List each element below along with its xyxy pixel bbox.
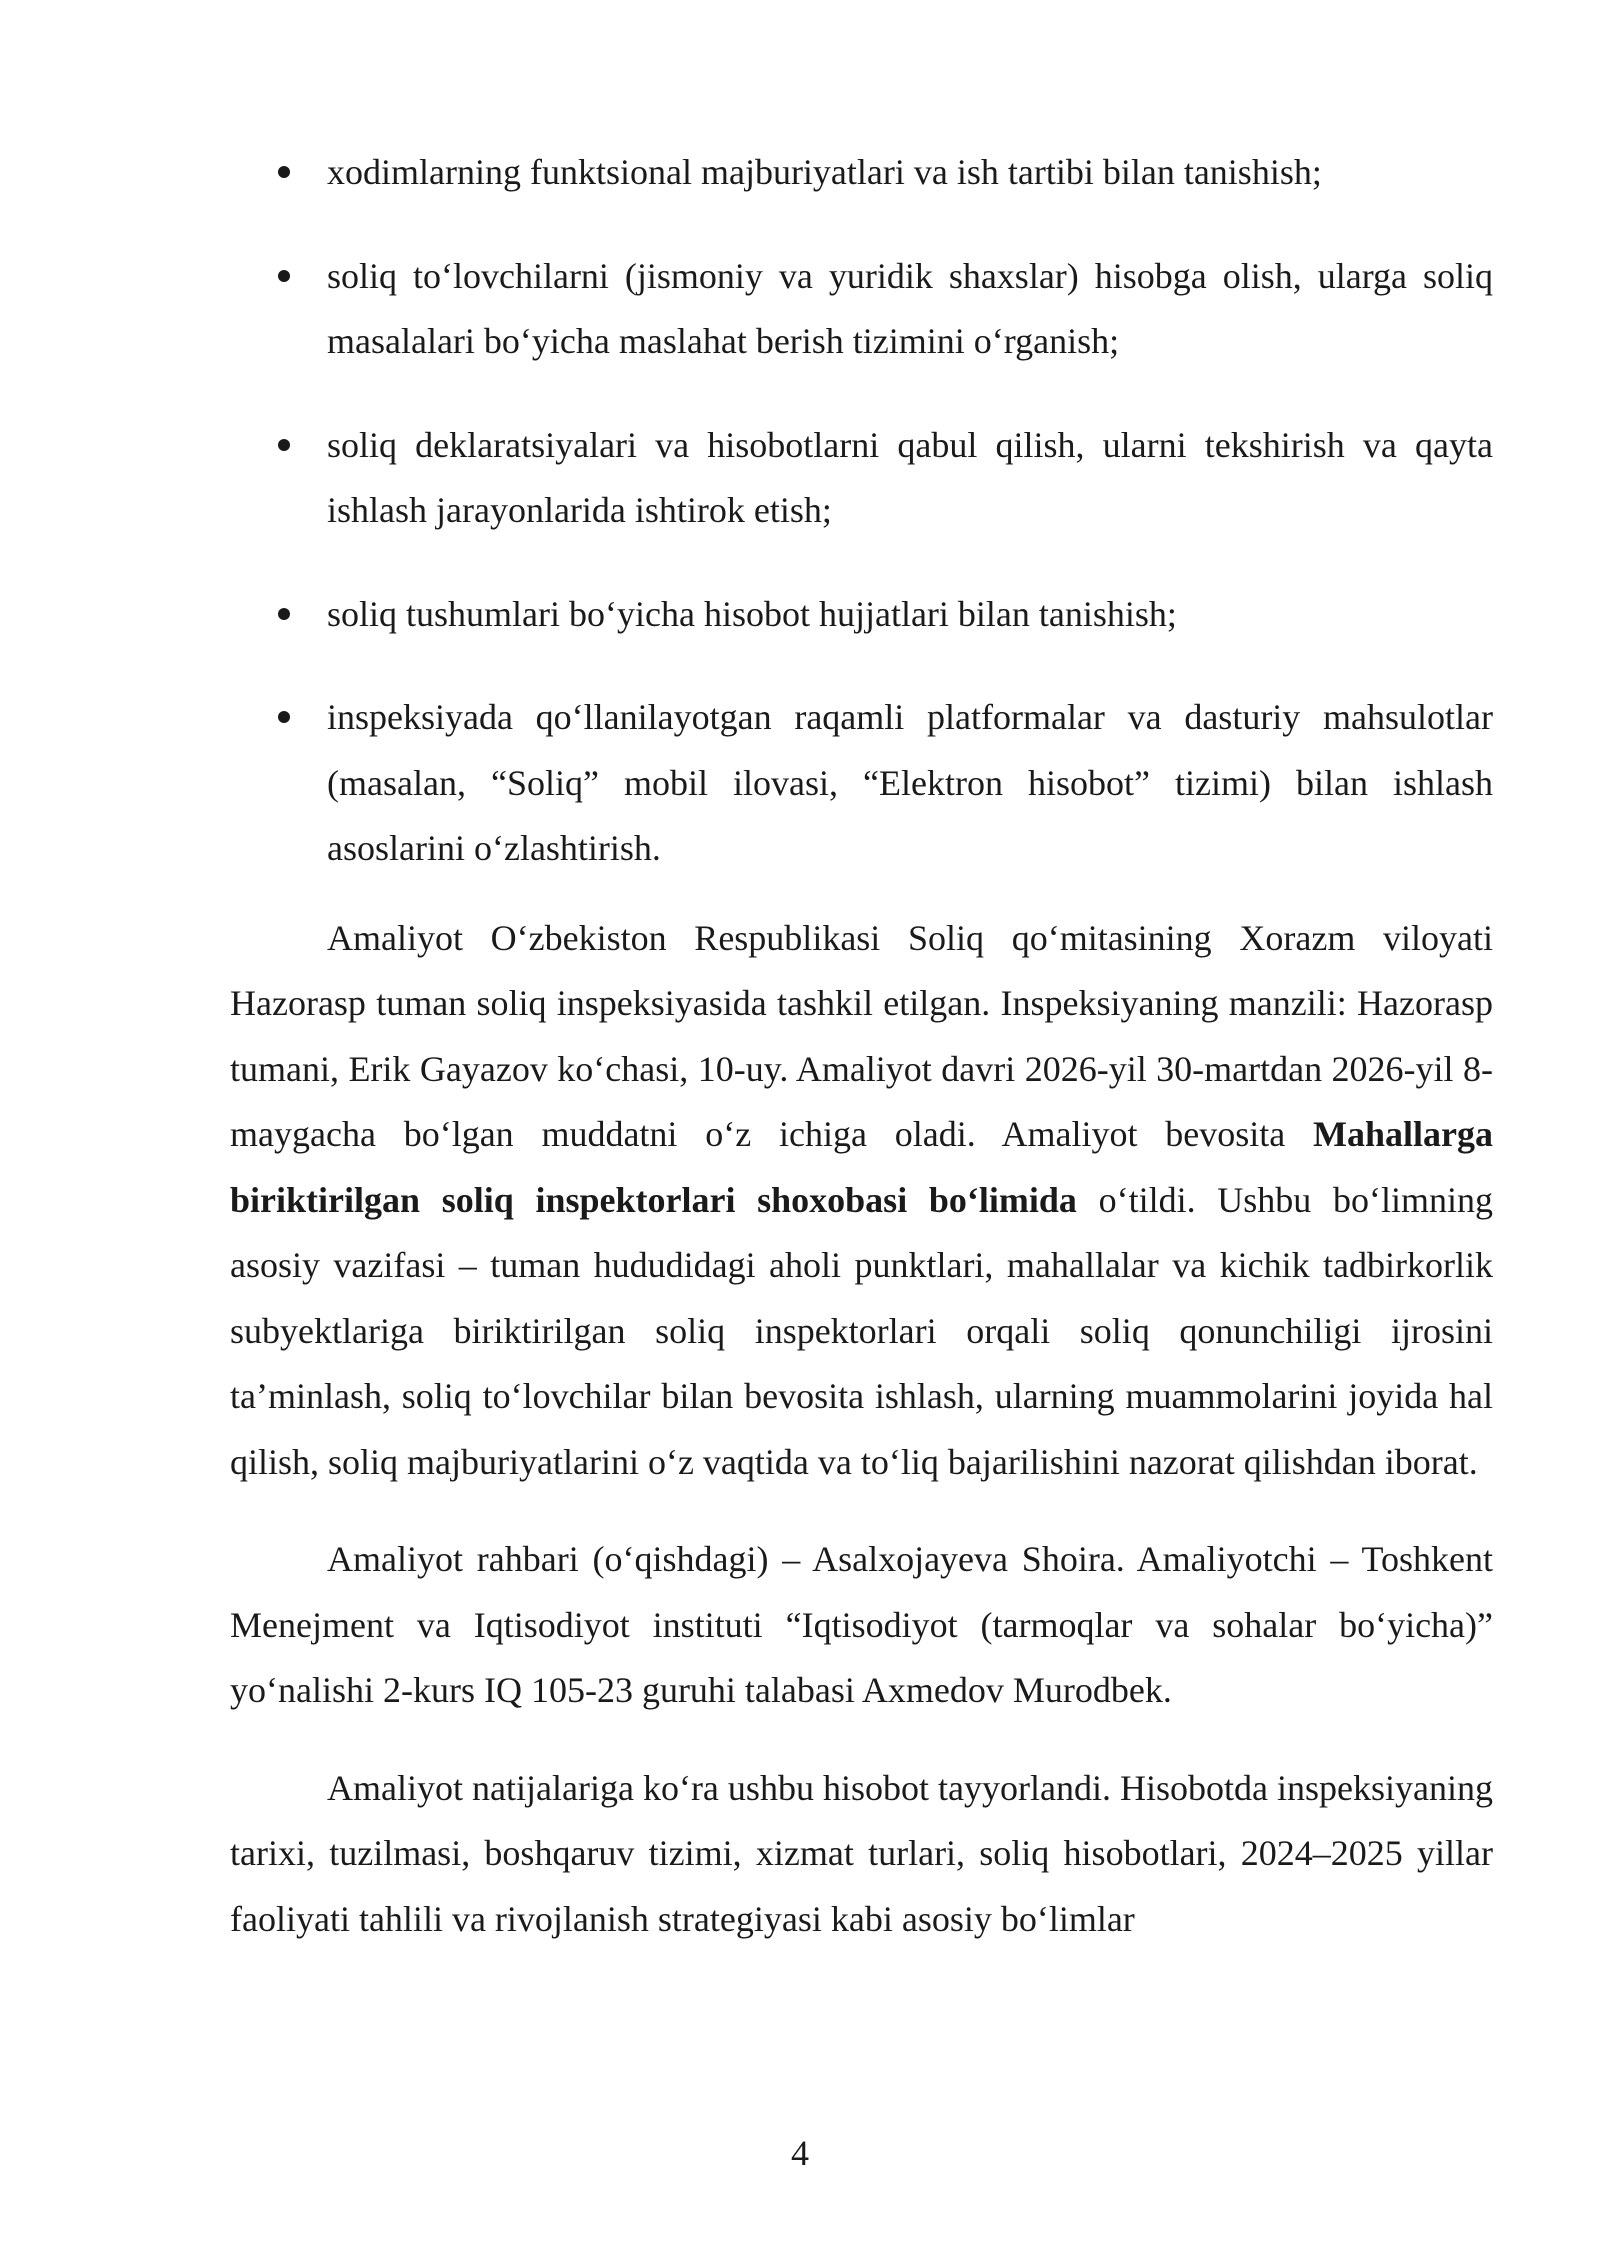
list-item-text: xodimlarning funktsional majburiyatlari va ish tartibi bilan tanishish; [327, 152, 1322, 192]
bullet-icon [278, 439, 290, 451]
bullet-icon [278, 270, 290, 282]
list-item [230, 140, 1493, 206]
paragraph-report-summary: Amaliyot natijalariga ko‘ra ushbu hisobot tayyorlandi. Hisobotda inspeksiyaning tarixi, tuzilmasi, boshqaruv tizimi, xizmat turlari, soliq hisobotlari, 2024–2025 yillar faoliyati tahlili va rivojlanish strategiyasi kabi asosiy bo‘limlar [230, 1767, 1493, 1939]
list-item [230, 244, 1493, 375]
bullet-icon [278, 711, 290, 723]
list-item-text: soliq deklaratsiyalari va hisobotlarni qabul qilish, ularni tekshirish va qayta ishlash jarayonlarida ishtirok etish; [327, 424, 1493, 530]
paragraph-internship-location [230, 906, 1493, 1496]
paragraph-text-before: Amaliyot O‘zbekiston Respublikasi Soliq qo‘mitasining Xorazm viloyati Hazorasp tuman soliq inspeksiyasida tashkil etilgan. Inspeksiyaning manzili: Hazorasp tumani, Erik Gayazov ko‘chasi, 10-uy. Amaliyot davri 2026-yil 30-martdan 2026-yil 8-maygacha bo‘lgan muddatni o‘z ichiga oladi. Amaliyot bevosita [230, 917, 1493, 1154]
bullet-icon [278, 166, 290, 178]
list-item-text: inspeksiyada qo‘llanilayotgan raqamli platformalar va dasturiy mahsulotlar (masalan, “Soliq” mobil ilovasi, “Elektron hisobot” tizimi) bilan ishlash asoslarini o‘zlashtirish. [327, 697, 1493, 868]
bullet-icon [278, 608, 290, 620]
department-name: Mahallarga biriktirilgan soliq inspektorlari shoxobasi bo‘limida [230, 1114, 1493, 1220]
page-number: 4 [791, 2133, 809, 2173]
bullet-list [230, 140, 1493, 882]
list-item-text: soliq tushumlari bo‘yicha hisobot hujjatlari bilan tanishish; [327, 593, 1177, 634]
list-item [230, 685, 1493, 882]
paragraph-supervisor: Amaliyot rahbari (o‘qishdagi) – Asalxojayeva Shoira. Amaliyotchi – Toshkent Menejment va Iqtisodiyot instituti “Iqtisodiyot (tarmoqlar va sohalar bo‘yicha)” yo‘nalishi 2-kurs IQ 105-23 guruhi talabasi Axmedov Murodbek. [230, 1539, 1493, 1710]
paragraph-text-after: o‘tildi. Ushbu bo‘limning asosiy vazifasi – tuman hududidagi aholi punktlari, mahallalar va kichik tadbirkorlik subyektlariga biriktirilgan soliq inspektorlari orqali soliq qonunchiligi ijrosini ta’minlash, soliq to‘lovchilar bilan bevosita ishlash, ularning muammolarini joyida hal qilish, soliq majburiyatlarini o‘z vaqtida va to‘liq bajarilishini nazorat qilishdan iborat. [230, 1179, 1493, 1482]
list-item-text: soliq to‘lovchilarni (jismoniy va yuridik shaxslar) hisobga olish, ularga soliq masalalari bo‘yicha maslahat berish tizimini o‘rganish; [327, 255, 1493, 361]
page-content [230, 140, 1493, 1984]
list-item [230, 582, 1493, 648]
list-item [230, 413, 1493, 544]
